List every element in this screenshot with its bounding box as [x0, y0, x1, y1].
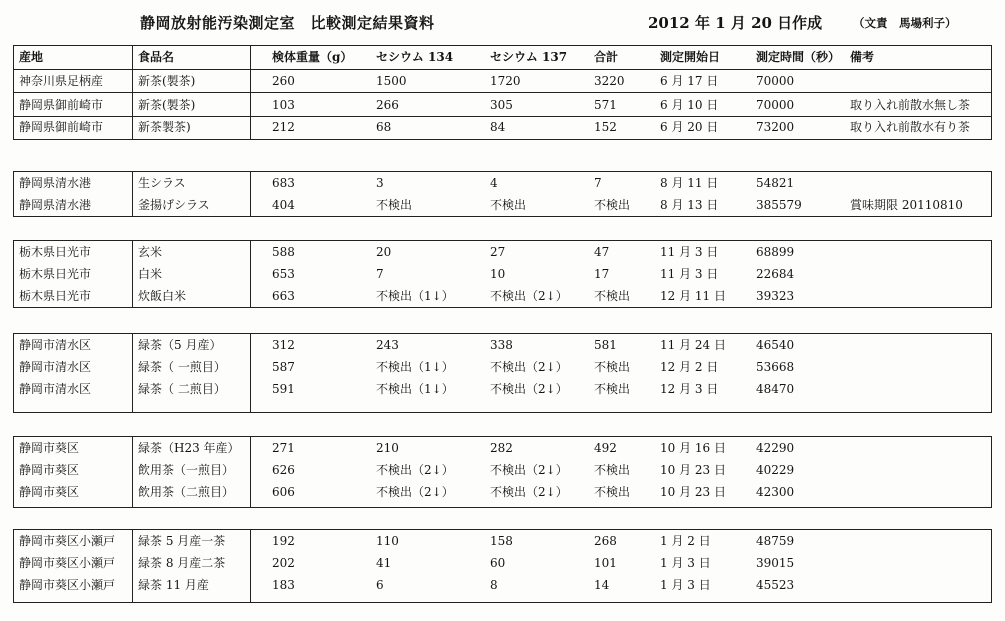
cell-duration: 42300 — [756, 485, 795, 499]
cell-weight: 212 — [272, 120, 295, 134]
cell-duration: 385579 — [756, 198, 802, 212]
cell-origin: 静岡市葵区小瀬戸 — [19, 578, 116, 592]
table-row — [14, 194, 991, 216]
cell-origin: 栃木県日光市 — [19, 245, 92, 259]
cell-total: 不検出 — [594, 289, 631, 303]
cell-duration: 70000 — [756, 98, 795, 112]
cell-origin: 静岡県清水港 — [19, 198, 92, 212]
cell-cs137: 不検出（2↓） — [490, 485, 568, 499]
cell-cs137: 158 — [490, 534, 513, 548]
cell-origin: 静岡市清水区 — [19, 360, 92, 374]
cell-note: 賞味期限 20110810 — [850, 198, 963, 212]
column-header-cs134: セシウム 134 — [376, 50, 454, 64]
table-group — [13, 45, 992, 140]
cell-origin: 神奈川県足柄産 — [19, 74, 104, 88]
document-header — [0, 0, 1005, 40]
cell-total: 不検出 — [594, 360, 631, 374]
cell-total: 101 — [594, 556, 617, 570]
cell-cs134: 266 — [376, 98, 399, 112]
cell-total: 14 — [594, 578, 610, 592]
cell-total: 不検出 — [594, 198, 631, 212]
cell-total: 不検出 — [594, 485, 631, 499]
cell-note: 取り入れ前散水有り茶 — [850, 120, 971, 134]
cell-food: 釜揚げシラス — [138, 198, 210, 212]
cell-food: 緑茶（5 月産） — [138, 338, 222, 352]
cell-duration: 22684 — [756, 267, 795, 281]
table-group — [13, 171, 992, 217]
cell-weight: 183 — [272, 578, 295, 592]
cell-origin: 静岡市清水区 — [19, 382, 92, 396]
cell-weight: 202 — [272, 556, 295, 570]
cell-duration: 39015 — [756, 556, 795, 570]
cell-start-date: 10 月 23 日 — [660, 485, 726, 499]
cell-cs134: 7 — [376, 267, 384, 281]
cell-cs137: 不検出 — [490, 198, 527, 212]
cell-weight: 103 — [272, 98, 295, 112]
cell-total: 152 — [594, 120, 617, 134]
document-author: （文責 馬場利子） — [853, 16, 957, 30]
table-row — [14, 552, 991, 574]
cell-start-date: 11 月 24 日 — [660, 338, 726, 352]
cell-food: 白米 — [138, 267, 163, 281]
table-row — [14, 172, 991, 194]
cell-start-date: 12 月 2 日 — [660, 360, 719, 374]
cell-start-date: 8 月 13 日 — [660, 198, 719, 212]
cell-duration: 45523 — [756, 578, 795, 592]
cell-cs137: 不検出（2↓） — [490, 289, 568, 303]
cell-duration: 70000 — [756, 74, 795, 88]
cell-total: 7 — [594, 176, 602, 190]
table-row — [14, 94, 991, 116]
cell-start-date: 6 月 20 日 — [660, 120, 719, 134]
cell-origin: 静岡市葵区 — [19, 485, 80, 499]
cell-cs137: 10 — [490, 267, 506, 281]
cell-food: 生シラス — [138, 176, 186, 190]
cell-origin: 静岡県清水港 — [19, 176, 92, 190]
table-group — [13, 240, 992, 308]
cell-weight: 663 — [272, 289, 295, 303]
table-row — [14, 574, 991, 596]
cell-start-date: 11 月 3 日 — [660, 245, 719, 259]
cell-food: 緑茶 11 月産 — [138, 578, 209, 592]
cell-duration: 42290 — [756, 441, 795, 455]
cell-food: 飲用茶（一煎目） — [138, 463, 235, 477]
cell-weight: 404 — [272, 198, 295, 212]
cell-weight: 591 — [272, 382, 295, 396]
cell-note: 取り入れ前散水無し茶 — [850, 98, 971, 112]
row-divider — [14, 92, 991, 93]
cell-total: 492 — [594, 441, 617, 455]
cell-cs137: 不検出（2↓） — [490, 382, 568, 396]
cell-cs137: 8 — [490, 578, 498, 592]
cell-weight: 312 — [272, 338, 295, 352]
table-header-row — [14, 46, 991, 68]
cell-duration: 48470 — [756, 382, 795, 396]
column-header-start-date: 測定開始日 — [660, 50, 721, 64]
cell-food: 玄米 — [138, 245, 163, 259]
table-group — [13, 333, 992, 413]
cell-food: 飲用茶（二煎目） — [138, 485, 235, 499]
cell-food: 緑茶 5 月産一茶 — [138, 534, 226, 548]
table-group — [13, 529, 992, 603]
table-row — [14, 356, 991, 378]
cell-cs134: 3 — [376, 176, 384, 190]
cell-start-date: 11 月 3 日 — [660, 267, 719, 281]
cell-weight: 587 — [272, 360, 295, 374]
cell-food: 新茶(製茶) — [138, 98, 196, 112]
cell-origin: 静岡市葵区 — [19, 463, 80, 477]
table-row — [14, 70, 991, 92]
cell-weight: 271 — [272, 441, 295, 455]
cell-origin: 静岡県御前崎市 — [19, 120, 104, 134]
cell-duration: 53668 — [756, 360, 795, 374]
cell-cs134: 不検出 — [376, 198, 413, 212]
cell-weight: 192 — [272, 534, 295, 548]
cell-origin: 静岡県御前崎市 — [19, 98, 104, 112]
cell-origin: 静岡市清水区 — [19, 338, 92, 352]
cell-food: 緑茶（ 一煎目） — [138, 360, 226, 374]
cell-cs134: 110 — [376, 534, 399, 548]
cell-total: 571 — [594, 98, 617, 112]
cell-cs134: 1500 — [376, 74, 407, 88]
cell-cs134: 41 — [376, 556, 392, 570]
cell-start-date: 6 月 10 日 — [660, 98, 719, 112]
cell-cs134: 不検出（2↓） — [376, 463, 454, 477]
cell-cs137: 338 — [490, 338, 513, 352]
cell-start-date: 1 月 2 日 — [660, 534, 711, 548]
cell-total: 581 — [594, 338, 617, 352]
cell-food: 緑茶 8 月産二茶 — [138, 556, 226, 570]
cell-weight: 606 — [272, 485, 295, 499]
cell-cs134: 不検出（1↓） — [376, 360, 454, 374]
cell-cs134: 不検出（1↓） — [376, 382, 454, 396]
cell-cs134: 210 — [376, 441, 399, 455]
cell-total: 47 — [594, 245, 610, 259]
cell-cs137: 84 — [490, 120, 506, 134]
document-title: 静岡放射能汚染測定室 比較測定結果資料 — [140, 14, 435, 32]
cell-cs134: 243 — [376, 338, 399, 352]
table-row — [14, 459, 991, 481]
column-header-cs137: セシウム 137 — [490, 50, 568, 64]
table-row — [14, 241, 991, 263]
cell-duration: 40229 — [756, 463, 795, 477]
cell-cs134: 不検出（1↓） — [376, 289, 454, 303]
cell-cs134: 68 — [376, 120, 392, 134]
document-date: 2012 年 1 月 20 日作成 — [648, 14, 823, 32]
column-header-weight: 検体重量（g） — [272, 50, 353, 64]
cell-weight: 683 — [272, 176, 295, 190]
cell-cs134: 20 — [376, 245, 392, 259]
cell-cs137: 60 — [490, 556, 506, 570]
cell-weight: 626 — [272, 463, 295, 477]
table-row — [14, 285, 991, 307]
column-header-total: 合計 — [594, 50, 619, 64]
table-row — [14, 334, 991, 356]
cell-food: 緑茶（ 二煎目） — [138, 382, 226, 396]
column-header-note: 備考 — [850, 50, 875, 64]
cell-cs134: 6 — [376, 578, 384, 592]
column-header-food: 食品名 — [138, 50, 175, 64]
table-row — [14, 263, 991, 285]
cell-start-date: 10 月 16 日 — [660, 441, 726, 455]
cell-food: 緑茶（H23 年産） — [138, 441, 240, 455]
cell-duration: 48759 — [756, 534, 795, 548]
cell-weight: 260 — [272, 74, 295, 88]
cell-cs137: 282 — [490, 441, 513, 455]
cell-cs137: 27 — [490, 245, 506, 259]
column-header-origin: 産地 — [19, 50, 44, 64]
cell-weight: 588 — [272, 245, 295, 259]
cell-food: 新茶(製茶) — [138, 74, 196, 88]
cell-cs137: 305 — [490, 98, 513, 112]
cell-start-date: 1 月 3 日 — [660, 578, 711, 592]
cell-total: 3220 — [594, 74, 625, 88]
cell-start-date: 8 月 11 日 — [660, 176, 719, 190]
cell-duration: 46540 — [756, 338, 795, 352]
cell-weight: 653 — [272, 267, 295, 281]
cell-total: 不検出 — [594, 382, 631, 396]
cell-cs137: 4 — [490, 176, 498, 190]
cell-origin: 栃木県日光市 — [19, 267, 92, 281]
cell-origin: 栃木県日光市 — [19, 289, 92, 303]
table-row — [14, 378, 991, 400]
cell-start-date: 12 月 3 日 — [660, 382, 719, 396]
cell-total: 17 — [594, 267, 610, 281]
table-row — [14, 437, 991, 459]
cell-cs134: 不検出（2↓） — [376, 485, 454, 499]
cell-duration: 54821 — [756, 176, 795, 190]
cell-origin: 静岡市葵区小瀬戸 — [19, 534, 116, 548]
cell-cs137: 不検出（2↓） — [490, 360, 568, 374]
table-row — [14, 481, 991, 503]
cell-food: 新茶製茶) — [138, 120, 191, 134]
cell-origin: 静岡市葵区小瀬戸 — [19, 556, 116, 570]
cell-food: 炊飯白米 — [138, 289, 187, 303]
table-row — [14, 116, 991, 138]
cell-duration: 68899 — [756, 245, 795, 259]
table-row — [14, 530, 991, 552]
cell-duration: 73200 — [756, 120, 795, 134]
cell-start-date: 12 月 11 日 — [660, 289, 726, 303]
cell-origin: 静岡市葵区 — [19, 441, 80, 455]
cell-total: 268 — [594, 534, 617, 548]
table-group — [13, 436, 992, 508]
cell-start-date: 6 月 17 日 — [660, 74, 719, 88]
cell-start-date: 1 月 3 日 — [660, 556, 711, 570]
cell-start-date: 10 月 23 日 — [660, 463, 726, 477]
cell-total: 不検出 — [594, 463, 631, 477]
cell-duration: 39323 — [756, 289, 795, 303]
column-header-duration: 測定時間（秒） — [756, 50, 841, 64]
cell-cs137: 不検出（2↓） — [490, 463, 568, 477]
cell-cs137: 1720 — [490, 74, 521, 88]
